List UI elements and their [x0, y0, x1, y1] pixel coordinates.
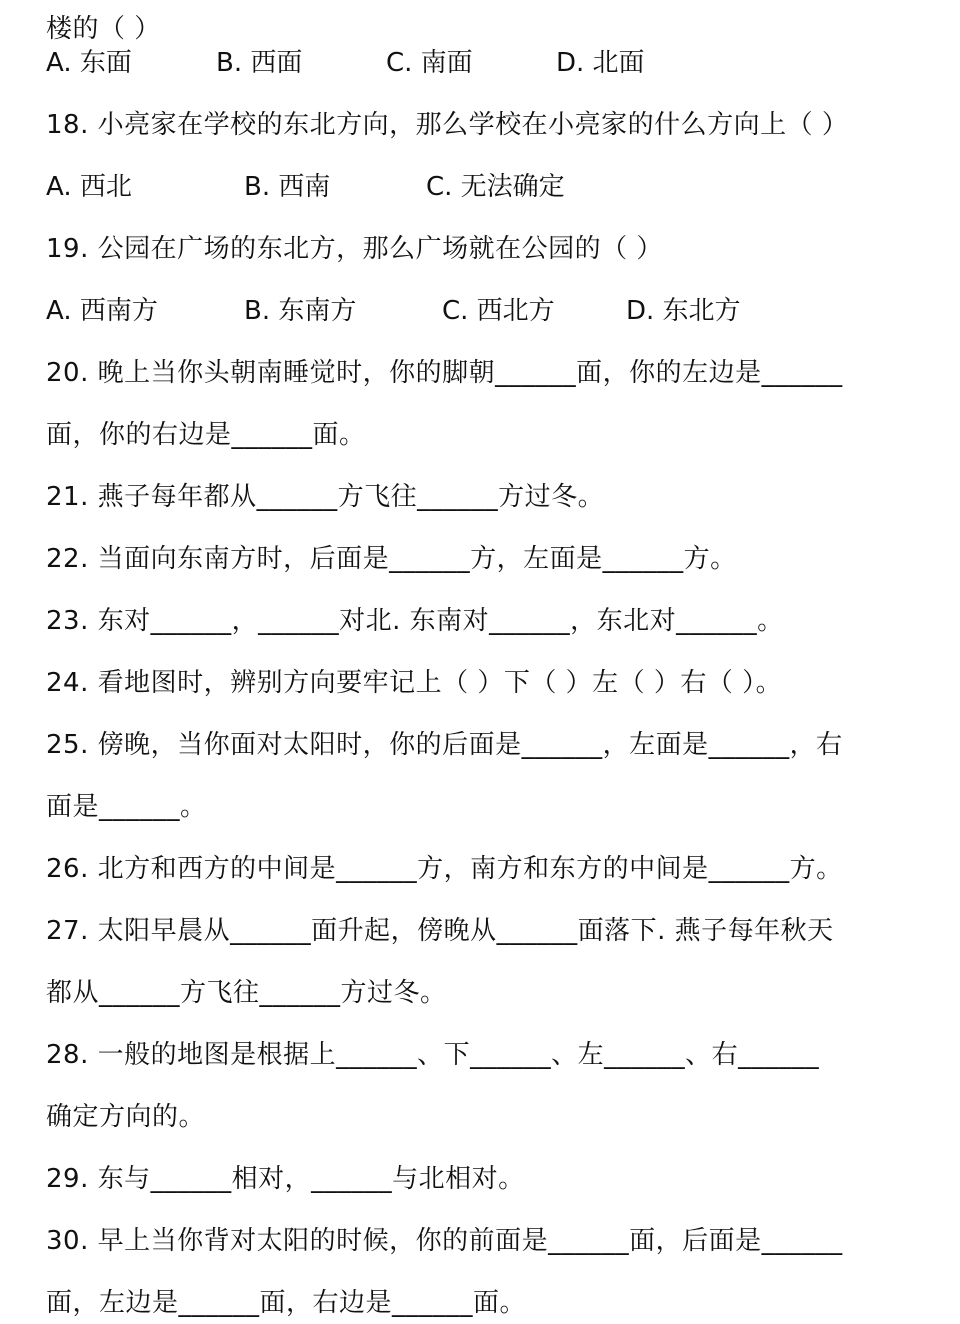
q18-option-c: C. 无法确定 [426, 172, 565, 202]
q18-option-a: A. 西北 [46, 172, 132, 202]
q19-text: 19. 公园在广场的东北方，那么广场就在公园的（ ） [46, 234, 663, 264]
q17-option-c: C. 南面 [386, 48, 473, 78]
q19-option-b: B. 东南方 [244, 296, 357, 326]
q23-text: 23. 东对______，______对北. 东南对______，东北对______。 [46, 606, 784, 636]
q25-line-1: 25. 傍晚，当你面对太阳时，你的后面是______，左面是______，右 [46, 730, 843, 760]
q27-line-1: 27. 太阳早晨从______面升起，傍晚从______面落下. 燕子每年秋天 [46, 916, 834, 946]
q17-option-a: A. 东面 [46, 48, 132, 78]
q20-line-1: 20. 晚上当你头朝南睡觉时，你的脚朝______面，你的左边是______ [46, 358, 843, 388]
q17-option-b: B. 西面 [216, 48, 303, 78]
q28-line-1: 28. 一般的地图是根据上______、下______、左______、右______ [46, 1040, 820, 1070]
q21-text: 21. 燕子每年都从______方飞往______方过冬。 [46, 482, 605, 512]
q25-line-2: 面是______。 [46, 792, 207, 822]
q22-text: 22. 当面向东南方时，后面是______方，左面是______方。 [46, 544, 737, 574]
q20-line-2: 面，你的右边是______面。 [46, 420, 366, 450]
q17-option-d: D. 北面 [556, 48, 645, 78]
q24-text: 24. 看地图时，辨别方向要牢记上（ ）下（ ）左（ ）右（ ）。 [46, 668, 783, 698]
q28-line-2: 确定方向的。 [46, 1102, 206, 1132]
q17-continuation: 楼的（ ） [46, 14, 161, 44]
q27-line-2: 都从______方飞往______方过冬。 [46, 978, 447, 1008]
q18-option-b: B. 西南 [244, 172, 331, 202]
q19-option-a: A. 西南方 [46, 296, 158, 326]
q29-text: 29. 东与______相对，______与北相对。 [46, 1164, 525, 1194]
q19-option-c: C. 西北方 [442, 296, 555, 326]
q26-text: 26. 北方和西方的中间是______方，南方和东方的中间是______方。 [46, 854, 843, 884]
q19-option-d: D. 东北方 [626, 296, 741, 326]
q30-line-2: 面，左边是______面，右边是______面。 [46, 1288, 527, 1318]
q30-line-1: 30. 早上当你背对太阳的时候，你的前面是______面，后面是______ [46, 1226, 843, 1256]
q18-text: 18. 小亮家在学校的东北方向，那么学校在小亮家的什么方向上（ ） [46, 110, 849, 140]
